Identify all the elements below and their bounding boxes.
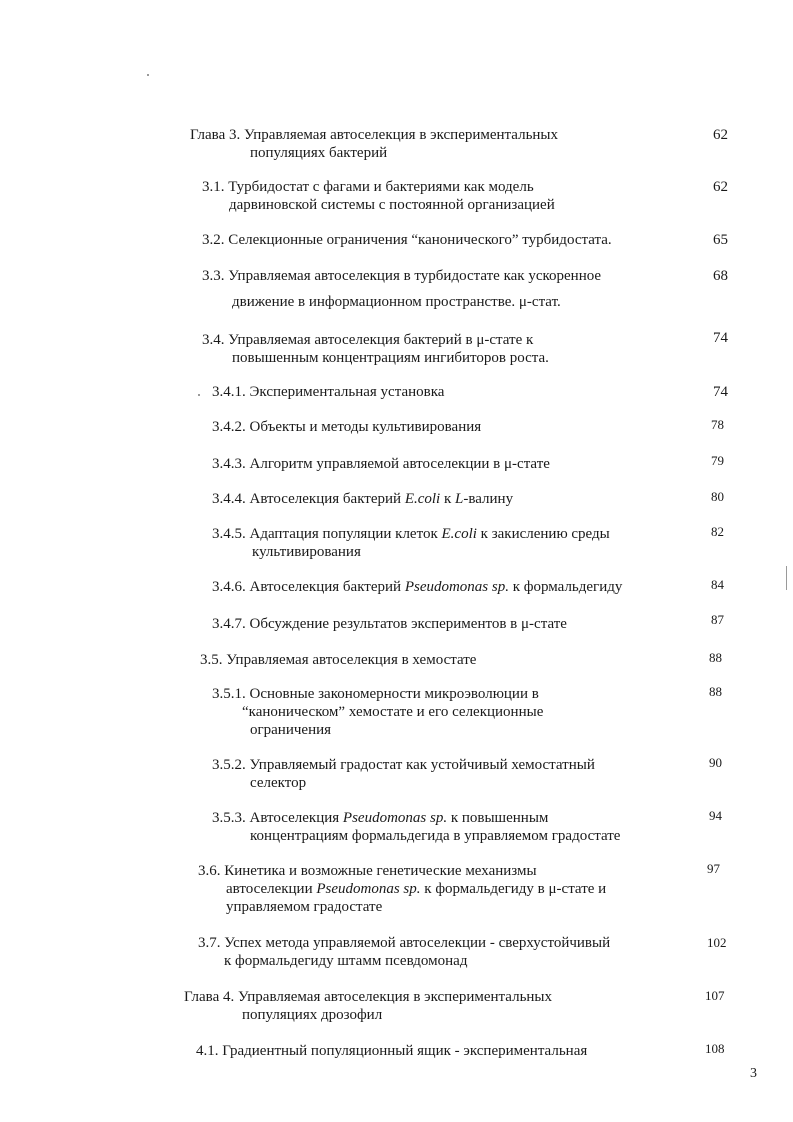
toc-page-number: 74	[713, 384, 728, 400]
toc-page-number: 80	[711, 489, 724, 504]
toc-entry-title-cont: ограничения	[250, 722, 332, 738]
toc-page-number: 74	[713, 330, 728, 346]
toc-entry[interactable]	[198, 934, 610, 970]
page-number: 3	[750, 1066, 757, 1081]
toc-entry-title-cont: концентрациям формальдегида в управляемом градостате	[250, 828, 621, 844]
toc-entry[interactable]	[190, 126, 558, 162]
toc-entry-title: Глава 3. Управляемая автоселекция в экспериментальных	[190, 127, 559, 143]
toc-italic-species: E.coli	[441, 526, 477, 542]
toc-entry[interactable]	[212, 615, 567, 633]
toc-entry-title-cont: “каноническом” хемостате и его селекционные	[242, 704, 544, 720]
toc-text: 3.4.4. Автоселекция бактерий	[212, 491, 405, 507]
toc-entry-title-cont: повышенным концентрациям ингибиторов роста.	[232, 350, 549, 366]
toc-entry[interactable]	[202, 178, 555, 214]
toc-italic-species: Pseudomonas sp.	[404, 579, 509, 595]
toc-entry[interactable]	[200, 651, 476, 669]
toc-text: к	[440, 491, 456, 507]
toc-entry-title: 3.7. Успех метода управляемой автоселекции - сверхустойчивый	[198, 935, 611, 951]
toc-entry-title: 3.4.1. Экспериментальная установка	[212, 384, 445, 400]
toc-entry-title: 3.6. Кинетика и возможные генетические механизмы	[198, 863, 537, 879]
toc-page-number: 79	[711, 453, 724, 468]
toc-entry-title: 3.4.7. Обсуждение результатов экспериментов в μ-стате	[212, 616, 567, 632]
toc-entry[interactable]	[212, 455, 550, 473]
toc-entry-title-cont: управляемом градостате	[226, 899, 383, 915]
toc-entry[interactable]	[202, 231, 612, 249]
toc-entry[interactable]	[198, 862, 606, 916]
toc-entry[interactable]	[212, 525, 610, 561]
toc-entry[interactable]	[212, 756, 595, 792]
toc-text: автоселекции	[226, 881, 317, 897]
toc-page-number: 87	[711, 612, 724, 627]
toc-entry-title: 3.5. Управляемая автоселекция в хемостате	[200, 652, 477, 668]
toc-entry-title-cont: дарвиновской системы с постоянной организацией	[229, 197, 555, 213]
toc-entry-title-cont	[198, 880, 606, 898]
toc-entry[interactable]	[212, 490, 513, 508]
toc-entry-title: 3.4.2. Объекты и методы культивирования	[212, 419, 482, 435]
toc-entry[interactable]	[212, 809, 620, 845]
toc-page-number: 108	[705, 1041, 725, 1056]
toc-entry-title	[212, 490, 513, 508]
toc-page-number: 107	[705, 988, 725, 1003]
toc-entry[interactable]	[212, 383, 444, 401]
toc-page-number: 90	[709, 755, 722, 770]
toc-page-number: 88	[709, 650, 722, 665]
toc-entry[interactable]	[212, 685, 543, 739]
toc-entry-title	[212, 578, 622, 596]
toc-text: 3.4.5. Адаптация популяции клеток	[212, 526, 442, 542]
toc-entry-title: Глава 4. Управляемая автоселекция в экспериментальных	[184, 989, 553, 1005]
toc-page-number: 62	[713, 179, 728, 195]
toc-text: 3.5.3. Автоселекция	[212, 810, 343, 826]
toc-text: -валину	[463, 491, 514, 507]
toc-italic-symbol: L	[455, 491, 464, 507]
toc-entry[interactable]	[212, 578, 622, 596]
toc-entry-title: 3.3. Управляемая автоселекция в турбидостате как ускоренное	[202, 268, 602, 284]
toc-text: к повышенным	[447, 810, 549, 826]
toc-text: к формальдегиду	[508, 579, 623, 595]
toc-text: к формальдегиду в μ-стате и	[420, 881, 607, 897]
toc-entry[interactable]	[184, 988, 552, 1024]
toc-entry[interactable]	[196, 1042, 587, 1060]
toc-entry-title: 3.4. Управляемая автоселекция бактерий в μ-стате к	[202, 332, 534, 348]
toc-entry[interactable]	[202, 331, 549, 367]
toc-entry-title	[212, 809, 620, 827]
toc-italic-species: Pseudomonas sp.	[342, 810, 448, 826]
toc-entry-title-cont: к формальдегиду штамм псевдомонад	[224, 953, 468, 969]
toc-page-number: 94	[709, 808, 722, 823]
toc-page-number: 84	[711, 577, 724, 592]
toc-entry-title: 3.2. Селекционные ограничения “канонического” турбидостата.	[202, 232, 612, 248]
toc-page-number: 65	[713, 232, 728, 248]
toc-entry-title-cont: популяциях дрозофил	[242, 1007, 383, 1023]
toc-entry-title: 4.1. Градиентный популяционный ящик - экспериментальная	[196, 1043, 588, 1059]
toc-entry-title-cont: движение в информационном пространстве. μ-стат.	[232, 294, 561, 310]
toc-entry[interactable]	[212, 418, 481, 436]
toc-entry-title: 3.5.1. Основные закономерности микроэволюции в	[212, 686, 539, 702]
toc-entry[interactable]	[202, 267, 601, 311]
toc-entry-title: 3.1. Турбидостат с фагами и бактериями как модель	[202, 179, 534, 195]
toc-entry-title: 3.5.2. Управляемый градостат как устойчивый хемостатный	[212, 757, 595, 773]
toc-italic-species: E.coli	[404, 491, 441, 507]
toc-page-number: 97	[707, 861, 720, 876]
scan-speck	[147, 74, 149, 76]
toc-page-number: 88	[709, 684, 722, 699]
scan-speck	[786, 566, 787, 590]
toc-entry-title	[212, 525, 610, 543]
toc-entry-title-cont: культивирования	[252, 544, 361, 560]
toc-page-number: 78	[711, 417, 724, 432]
toc-entry-title-cont: популяциях бактерий	[250, 145, 388, 161]
toc-italic-species: Pseudomonas sp.	[316, 881, 421, 897]
toc-page-number: 82	[711, 524, 724, 539]
toc-text: 3.4.6. Автоселекция бактерий	[212, 579, 405, 595]
toc-entry-title: 3.4.3. Алгоритм управляемой автоселекции в μ-стате	[212, 456, 550, 472]
toc-page-number: 102	[707, 935, 727, 950]
toc-text: к закислению среды	[476, 526, 610, 542]
toc-page-number: 62	[713, 127, 728, 143]
toc-entry-title-cont: селектор	[250, 775, 307, 791]
toc-page-number: 68	[713, 268, 728, 284]
scan-speck	[198, 394, 200, 396]
